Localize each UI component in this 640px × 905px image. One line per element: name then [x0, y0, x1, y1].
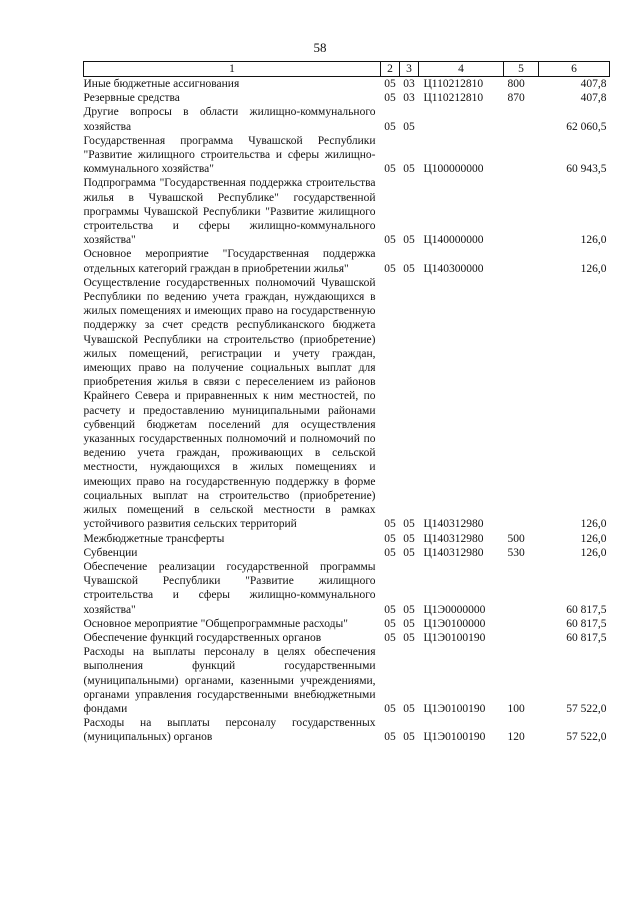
row-name: Субвенции [83, 546, 138, 559]
row-expense-type [504, 276, 539, 532]
row-podrazdel: 05 [403, 120, 415, 133]
row-expense-type: 120 [507, 731, 525, 744]
table-row [84, 247, 610, 275]
row-podrazdel: 05 [403, 617, 415, 630]
row-razdel: 05 [384, 702, 396, 715]
row-amount: 126,0 [580, 532, 607, 545]
table-header-row [84, 62, 610, 77]
row-expense-type [504, 247, 539, 275]
row-amount: 60 817,5 [566, 617, 607, 630]
row-podrazdel: 05 [403, 603, 415, 616]
table-row [84, 77, 610, 92]
row-razdel: 05 [384, 617, 396, 630]
table-row [84, 560, 610, 617]
table-row [84, 716, 610, 744]
row-expense-type: 500 [507, 532, 525, 545]
row-target-code [419, 105, 504, 133]
budget-table [83, 61, 610, 745]
row-amount: 60 817,5 [566, 603, 607, 616]
header-col-6: 6 [539, 62, 610, 77]
row-expense-type [504, 105, 539, 133]
row-name: Государственная программа Чувашской Республики "Развитие жилищного строительства и сферы жилищно-коммунального хозяйства" [83, 134, 376, 176]
row-name: Расходы на выплаты персоналу в целях обеспечения выполнения функций государственными (муниципальными) органами, казенными учреждениями, органами управления государственными внебюджетными фондами [83, 646, 376, 715]
row-podrazdel: 05 [403, 518, 415, 531]
row-name: Межбюджетные трансферты [83, 532, 225, 545]
row-name: Обеспечение реализации государственной программы Чувашской Республики "Развитие жилищного строительства и сферы жилищно-коммунального хозяйства" [83, 560, 376, 616]
row-razdel: 05 [384, 731, 396, 744]
budget-table-body [84, 77, 610, 745]
table-row [84, 631, 610, 645]
row-expense-type: 530 [507, 546, 525, 559]
row-target-code: Ц110212810 [423, 78, 484, 90]
row-razdel: 05 [384, 518, 396, 531]
row-target-code: Ц140300000 [423, 262, 484, 275]
row-amount: 126,0 [580, 518, 607, 531]
row-name: Резервные средства [83, 92, 180, 105]
row-razdel: 05 [384, 631, 396, 644]
row-target-code: Ц140312980 [423, 518, 484, 531]
row-name: Подпрограмма "Государственная поддержка строительства жилья в Чувашской Республике" государственной программы Чувашской Республики "Развитие жилищного строительства и сферы жилищно-коммунального хозяйства" [83, 177, 376, 247]
row-podrazdel: 05 [403, 631, 415, 644]
row-target-code: Ц100000000 [423, 163, 484, 176]
row-razdel: 05 [384, 262, 396, 275]
row-amount: 126,0 [580, 546, 607, 559]
row-podrazdel: 03 [403, 78, 415, 90]
row-podrazdel: 05 [403, 262, 415, 275]
row-name: Осуществление государственных полномочий Чувашской Республики по ведению учета граждан, нуждающихся в жилых помещениях и имеющих право на государственную поддержку за счет средств республиканского бюджета Чувашской Республики на строительство (приобретение) жилых помещений, регистрации и учету граждан, имеющих право на получение социальных выплат для приобретения жилья в связи с переселением из районов Крайнего Севера и приравненных к ним местностей, по расчету и предоставлению муниципальными районами субвенций бюджетам поселений для осуществления указанных государственных полномочий и полномочий по ведению учета граждан, проживающих в сельской местности, нуждающихся в жилых помещениях и имеющих право на государственную поддержку в форме социальных выплат на строительство (приобретение) жилых помещений в сельской местности в рамках устойчивого развития сельских территорий [83, 276, 376, 531]
row-podrazdel: 05 [403, 234, 415, 247]
row-expense-type [504, 560, 539, 617]
header-col-1: 1 [84, 62, 381, 77]
row-amount: 407,8 [580, 78, 607, 90]
row-razdel: 05 [384, 120, 396, 133]
page-number: 58 [313, 40, 327, 55]
row-name: Расходы на выплаты персоналу государственных (муниципальных) органов [83, 717, 376, 744]
header-col-4: 4 [419, 62, 504, 77]
row-amount: 60 943,5 [566, 163, 607, 176]
row-name: Другие вопросы в области жилищно-коммунального хозяйства [83, 106, 376, 133]
row-target-code: Ц1Э0000000 [423, 603, 486, 616]
row-target-code: Ц110212810 [423, 92, 484, 105]
row-expense-type [504, 134, 539, 177]
row-amount: 62 060,5 [566, 120, 607, 133]
table-row [84, 532, 610, 546]
row-target-code: Ц140312980 [423, 546, 484, 559]
table-row [84, 645, 610, 716]
row-amount: 407,8 [580, 92, 607, 105]
row-target-code: Ц140312980 [423, 532, 484, 545]
table-row [84, 176, 610, 247]
row-amount: 60 817,5 [566, 631, 607, 644]
row-target-code: Ц1Э0100190 [423, 631, 486, 644]
row-razdel: 05 [384, 78, 396, 90]
row-expense-type: 800 [507, 78, 525, 90]
row-name: Иные бюджетные ассигнования [83, 78, 240, 90]
row-expense-type: 100 [507, 702, 525, 715]
row-podrazdel: 05 [403, 163, 415, 176]
row-expense-type [504, 617, 539, 631]
row-amount: 57 522,0 [566, 731, 607, 744]
table-row [84, 276, 610, 532]
row-razdel: 05 [384, 92, 396, 105]
row-expense-type [504, 176, 539, 247]
table-row [84, 546, 610, 560]
row-name: Обеспечение функций государственных органов [83, 631, 322, 644]
row-target-code: Ц1Э0100190 [423, 731, 486, 744]
table-row [84, 134, 610, 177]
row-amount: 126,0 [580, 262, 607, 275]
row-amount: 57 522,0 [566, 702, 607, 715]
table-row [84, 617, 610, 631]
row-razdel: 05 [384, 532, 396, 545]
row-podrazdel: 05 [403, 702, 415, 715]
table-row [84, 91, 610, 105]
header-col-5: 5 [504, 62, 539, 77]
row-razdel: 05 [384, 603, 396, 616]
row-target-code: Ц140000000 [423, 234, 484, 247]
row-razdel: 05 [384, 546, 396, 559]
row-expense-type [504, 631, 539, 645]
row-name: Основное мероприятие "Государственная поддержка отдельных категорий граждан в приобретении жилья" [83, 248, 376, 275]
table-row [84, 105, 610, 133]
row-podrazdel: 05 [403, 546, 415, 559]
row-name: Основное мероприятие "Общепрограммные расходы" [83, 617, 348, 630]
row-podrazdel: 03 [403, 92, 415, 105]
row-razdel: 05 [384, 234, 396, 247]
row-target-code: Ц1Э0100000 [423, 617, 486, 630]
header-col-3: 3 [400, 62, 419, 77]
header-col-2: 2 [381, 62, 400, 77]
row-amount: 126,0 [580, 234, 607, 247]
row-target-code: Ц1Э0100190 [423, 702, 486, 715]
row-podrazdel: 05 [403, 532, 415, 545]
row-podrazdel: 05 [403, 731, 415, 744]
row-expense-type: 870 [507, 92, 525, 105]
row-razdel: 05 [384, 163, 396, 176]
